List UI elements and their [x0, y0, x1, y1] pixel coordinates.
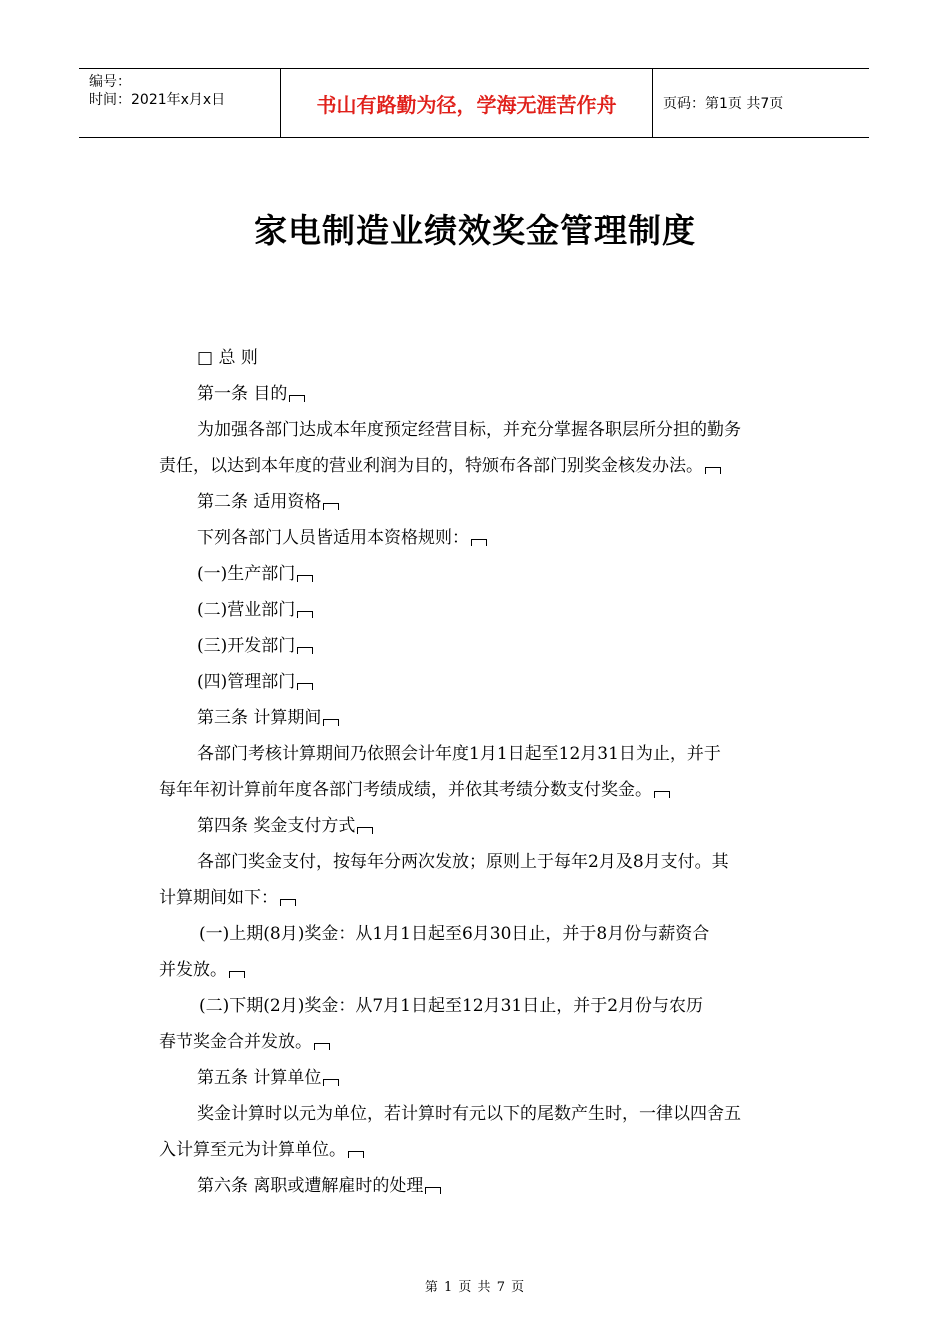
- paragraph-mark-icon: [357, 827, 373, 834]
- header-page-info: 页码：第1页 共7页: [663, 96, 784, 112]
- paragraph-line: 奖金计算时以元为单位，若计算时有元以下的尾数产生时，一律以四舍五: [197, 1104, 741, 1124]
- article-heading: 第二条 适用资格: [159, 484, 811, 520]
- paragraph-line: 计算期间如下：: [159, 880, 811, 916]
- paragraph-line: 并发放。: [159, 952, 811, 988]
- paragraph-mark-icon: [297, 611, 313, 618]
- paragraph-mark-icon: [323, 1079, 339, 1086]
- paragraph-line: 入计算至元为计算单位。: [159, 1132, 811, 1168]
- paragraph-mark-icon: [425, 1187, 441, 1194]
- paragraph-line: 各部门考核计算期间乃依照会计年度1月1日起至12月31日为止，并于: [197, 744, 721, 764]
- paragraph-mark-icon: [297, 575, 313, 582]
- header-left-cell: [79, 69, 280, 137]
- document-time-label: 时间：2021年x月x日: [89, 92, 226, 108]
- article-heading: 第三条 计算期间: [159, 700, 811, 736]
- paragraph-mark-icon: [348, 1151, 364, 1158]
- paragraph-mark-icon: [705, 467, 721, 474]
- header-motto: 书山有路勤为径，学海无涯苦作舟: [280, 69, 653, 137]
- paragraph-line: 为加强各部门达成本年度预定经营目标，并充分掌握各职层所分担的勤务: [197, 420, 741, 440]
- article-heading: 第四条 奖金支付方式: [159, 808, 811, 844]
- paragraph-mark-icon: [280, 899, 296, 906]
- paragraph-mark-icon: [289, 395, 305, 402]
- page-footer: 第 1 页 共 7 页: [424, 1280, 526, 1295]
- list-item: (一)生产部门: [159, 556, 811, 592]
- chapter-heading: □ 总 则: [197, 348, 258, 368]
- paragraph-mark-icon: [229, 971, 245, 978]
- list-item: (二)营业部门: [159, 592, 811, 628]
- document-number-label: 编号：: [89, 74, 131, 90]
- paragraph-line: 各部门奖金支付，按每年分两次发放；原则上于每年2月及8月支付。其: [197, 852, 729, 872]
- article-heading: 第五条 计算单位: [159, 1060, 811, 1096]
- list-item: (一)上期(8月)奖金：从1月1日起至6月30日止，并于8月份与薪资合: [199, 924, 710, 944]
- paragraph-line: 下列各部门人员皆适用本资格规则：: [159, 520, 811, 556]
- list-item: (三)开发部门: [159, 628, 811, 664]
- paragraph-mark-icon: [471, 539, 487, 546]
- article-heading: 第六条 离职或遭解雇时的处理: [159, 1168, 811, 1204]
- paragraph-mark-icon: [297, 647, 313, 654]
- list-item: (二)下期(2月)奖金：从7月1日起至12月31日止，并于2月份与农历: [199, 996, 704, 1016]
- document-body: [159, 340, 811, 1204]
- paragraph-line: 责任，以达到本年度的营业利润为目的，特颁布各部门别奖金核发办法。: [159, 448, 811, 484]
- paragraph-mark-icon: [297, 683, 313, 690]
- list-item: (四)管理部门: [159, 664, 811, 700]
- paragraph-mark-icon: [323, 503, 339, 510]
- document-title: 家电制造业绩效奖金管理制度: [254, 211, 696, 250]
- paragraph-mark-icon: [323, 719, 339, 726]
- paragraph-line: 春节奖金合并发放。: [159, 1024, 811, 1060]
- paragraph-line: 每年年初计算前年度各部门考绩成绩，并依其考绩分数支付奖金。: [159, 772, 811, 808]
- paragraph-mark-icon: [314, 1043, 330, 1050]
- article-heading: 第一条 目的: [159, 376, 811, 412]
- document-header: [79, 68, 869, 138]
- paragraph-mark-icon: [654, 791, 670, 798]
